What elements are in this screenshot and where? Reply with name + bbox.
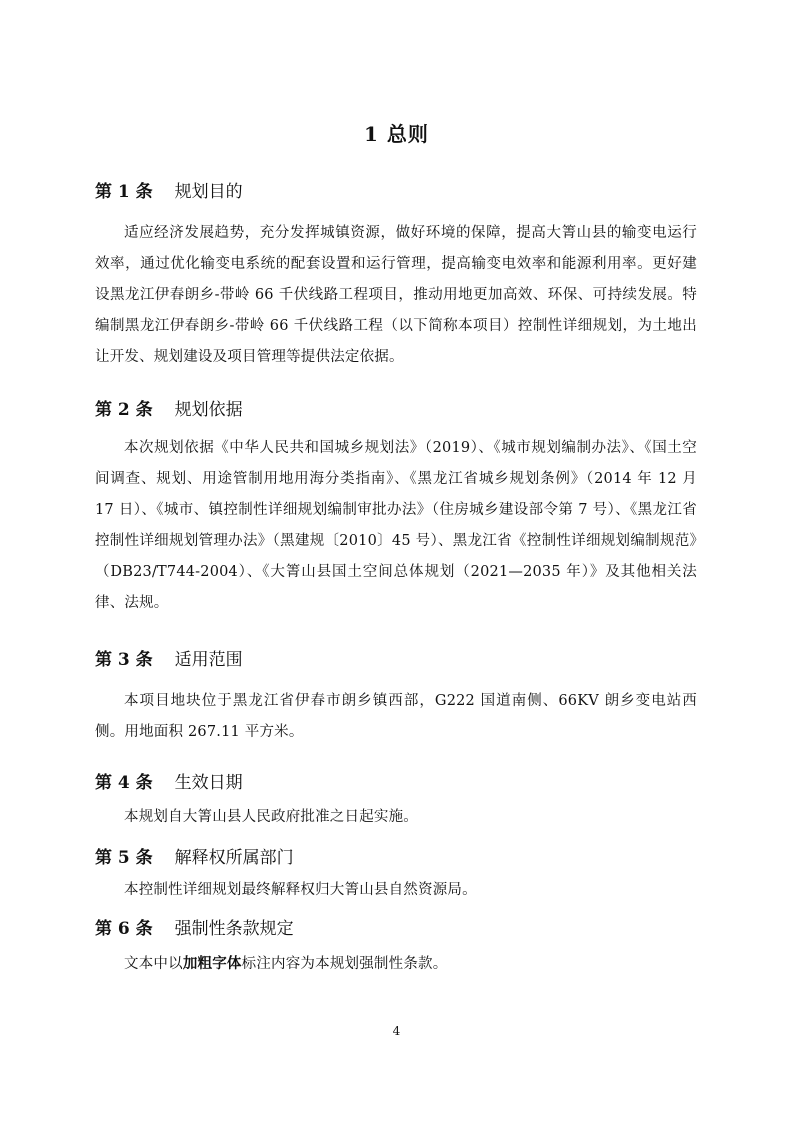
article-2-number: 第 2 条 xyxy=(95,400,153,420)
chapter-title: 1 总则 xyxy=(364,122,429,146)
article-5-heading xyxy=(95,843,294,868)
article-6-title: 强制性条款规定 xyxy=(174,919,294,939)
article-6-text-before: 文本中以 xyxy=(124,956,183,972)
article-1-text: 适应经济发展趋势，充分发挥城镇资源，做好环境的保障，提高大箐山县的输变电运行效率，通过优化输变电系统的配套设置和运行管理，提高输变电效率和能源利用率。更好建设黑龙江伊春朗乡-带岭 66 千伏线路工程项目，推动用地更加高效、环保、可持续发展。特编制黑龙江伊春朗乡-带岭 66 千伏线路工程（以下简称本项目）控制性详细规划，为土地出让开发、规划建设及项目管理等提供法定依据。 xyxy=(95,225,697,365)
article-5-number: 第 5 条 xyxy=(95,848,153,868)
article-1-number: 第 1 条 xyxy=(95,182,153,202)
article-5-title: 解释权所属部门 xyxy=(174,848,294,868)
article-1-heading xyxy=(95,177,243,202)
article-4-heading xyxy=(95,768,243,793)
article-6-text-bold: 加粗字体 xyxy=(182,955,242,972)
article-2-text: 本次规划依据《中华人民共和国城乡规划法》（2019）、《城市规划编制办法》、《国土空间调查、规划、用途管制用地用海分类指南》、《黑龙江省城乡规划条例》（2014 年 12 月 17 日）、《城市、镇控制性详细规划编制审批办法》（住房城乡建设部令第 7 号）、《黑龙江省控制性详细规划管理办法》（黑建规〔2010〕45 号）、黑龙江省《控制性详细规划编制规范》（DB23/T744-2004）、《大箐山县国土空间总体规划（2021—2035 年）》及其他相关法律、法规。 xyxy=(95,440,697,611)
article-4-number: 第 4 条 xyxy=(95,773,153,793)
article-4-title: 生效日期 xyxy=(174,773,243,793)
page-number: 4 xyxy=(392,1024,401,1038)
article-6-text-after: 标注内容为本规划强制性条款。 xyxy=(241,956,448,972)
article-3-heading xyxy=(95,645,243,670)
article-2-title: 规划依据 xyxy=(174,400,243,420)
article-2-heading xyxy=(95,395,243,420)
article-6-heading xyxy=(95,914,294,939)
article-4-text: 本规划自大箐山县人民政府批准之日起实施。 xyxy=(124,809,418,825)
article-3-text: 本项目地块位于黑龙江省伊春市朗乡镇西部，G222 国道南侧、66KV 朗乡变电站西侧。用地面积 267.11 平方米。 xyxy=(95,693,697,740)
article-3-title: 适用范围 xyxy=(174,650,243,670)
article-6-number: 第 6 条 xyxy=(95,919,153,939)
article-1-title: 规划目的 xyxy=(174,182,243,202)
article-3-number: 第 3 条 xyxy=(95,650,153,670)
article-6-text xyxy=(95,948,697,980)
article-5-text: 本控制性详细规划最终解释权归大箐山县自然资源局。 xyxy=(124,882,477,898)
